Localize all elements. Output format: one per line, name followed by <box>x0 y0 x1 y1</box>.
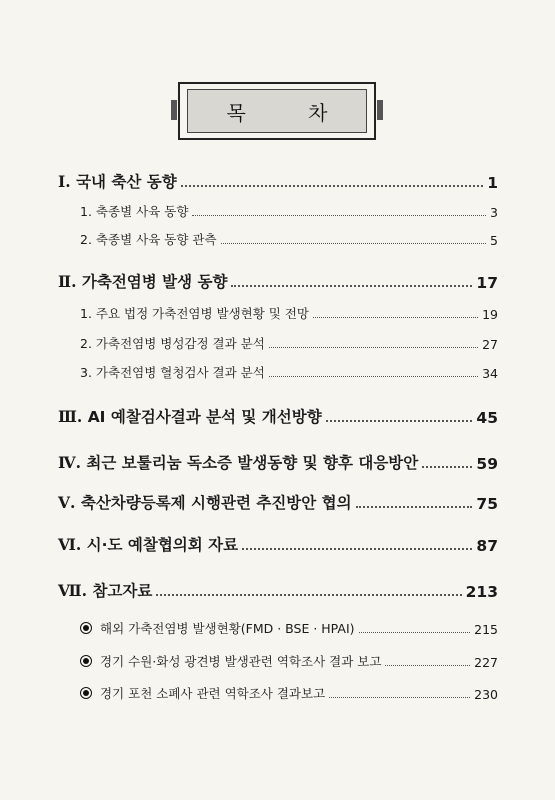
entry-number: 1. <box>80 204 92 219</box>
toc-entry-1[interactable] <box>58 170 498 192</box>
entry-page: 230 <box>474 687 498 702</box>
entry-page: 1 <box>487 174 498 192</box>
entry-text: AI 예찰검사결과 분석 및 개선방향 <box>87 408 322 426</box>
entry-text: 참고자료 <box>92 582 153 600</box>
entry-text: 경기 수원·화성 광견병 발생관련 역학조사 결과 보고 <box>100 654 382 669</box>
toc-entry-1-1[interactable] <box>80 202 498 220</box>
toc-entry-1-2[interactable] <box>80 230 498 248</box>
toc-entry-5[interactable] <box>58 491 498 513</box>
entry-page: 75 <box>476 495 498 513</box>
leader-dots <box>385 665 470 666</box>
leader-dots <box>242 548 472 550</box>
entry-page: 215 <box>474 622 498 637</box>
toc-entry-7-2[interactable] <box>80 652 498 670</box>
entry-page: 59 <box>476 455 498 473</box>
entry-text: 축종별 사육 동향 <box>95 204 189 219</box>
entry-page: 213 <box>465 583 498 601</box>
toc-entry-7-3[interactable] <box>80 684 498 702</box>
entry-text: 해외 가축전염병 발생현황(FMD · BSE · HPAI) <box>100 621 355 636</box>
entry-number: Ⅴ. <box>58 493 76 512</box>
entry-text: 축종별 사육 동향 관측 <box>95 232 217 247</box>
leader-dots <box>231 285 472 287</box>
toc-entry-4[interactable] <box>58 451 498 473</box>
entry-page: 17 <box>476 274 498 292</box>
entry-number: Ⅲ. <box>58 407 83 426</box>
leader-dots <box>329 697 470 698</box>
entry-text: 가축전염병 발생 동향 <box>81 273 228 291</box>
leader-dots <box>221 243 487 244</box>
toc-entry-3[interactable] <box>58 405 498 427</box>
entry-text: 시·도 예찰협의회 자료 <box>86 536 239 554</box>
entry-text: 축산차량등록제 시행관련 추진방안 협의 <box>80 494 352 512</box>
leader-dots <box>156 594 461 596</box>
leader-dots <box>269 376 478 377</box>
leader-dots <box>356 506 473 508</box>
toc-entry-6[interactable] <box>58 533 498 555</box>
entry-number: Ⅰ. <box>58 172 71 191</box>
title-tab-right <box>377 100 383 120</box>
title-tab-left <box>171 100 177 120</box>
bullet-icon <box>80 655 92 667</box>
leader-dots <box>422 466 472 468</box>
entry-number: Ⅳ. <box>58 453 81 472</box>
toc-entry-7-1[interactable] <box>80 619 498 637</box>
leader-dots <box>326 420 473 422</box>
leader-dots <box>192 215 486 216</box>
page-title: 목 차 <box>226 100 356 125</box>
entry-page: 27 <box>482 337 498 352</box>
entry-page: 19 <box>482 307 498 322</box>
entry-number: 2. <box>80 336 92 351</box>
leader-dots <box>269 347 478 348</box>
entry-number: Ⅱ. <box>58 272 77 291</box>
entry-text: 국내 축산 동향 <box>76 173 177 191</box>
toc-entry-2-3[interactable] <box>80 363 498 381</box>
leader-dots <box>359 632 471 633</box>
entry-text: 경기 포천 소폐사 관련 역학조사 결과보고 <box>100 686 326 701</box>
entry-text: 주요 법정 가축전염병 발생현황 및 전망 <box>95 306 309 321</box>
entry-number: Ⅶ. <box>58 581 88 600</box>
entry-number: 2. <box>80 232 92 247</box>
bullet-icon <box>80 687 92 699</box>
toc-entry-7[interactable] <box>58 579 498 601</box>
entry-page: 3 <box>490 205 498 220</box>
entry-text: 가축전염병 혈청검사 결과 분석 <box>95 365 265 380</box>
toc-entry-2-1[interactable] <box>80 304 498 322</box>
leader-dots <box>313 317 478 318</box>
entry-page: 87 <box>476 537 498 555</box>
entry-number: 3. <box>80 365 92 380</box>
entry-page: 227 <box>474 655 498 670</box>
entry-page: 5 <box>490 233 498 248</box>
toc-title-box <box>178 82 376 140</box>
bullet-icon <box>80 622 92 634</box>
toc-entry-2[interactable] <box>58 270 498 292</box>
entry-page: 34 <box>482 366 498 381</box>
entry-text: 최근 보툴리눔 독소증 발생동향 및 향후 대응방안 <box>86 454 419 472</box>
leader-dots <box>181 185 484 187</box>
entry-page: 45 <box>476 409 498 427</box>
toc-entry-2-2[interactable] <box>80 334 498 352</box>
entry-text: 가축전염병 병성감정 결과 분석 <box>95 336 265 351</box>
title-panel <box>187 89 367 133</box>
entry-number: Ⅵ. <box>58 535 82 554</box>
entry-number: 1. <box>80 306 92 321</box>
